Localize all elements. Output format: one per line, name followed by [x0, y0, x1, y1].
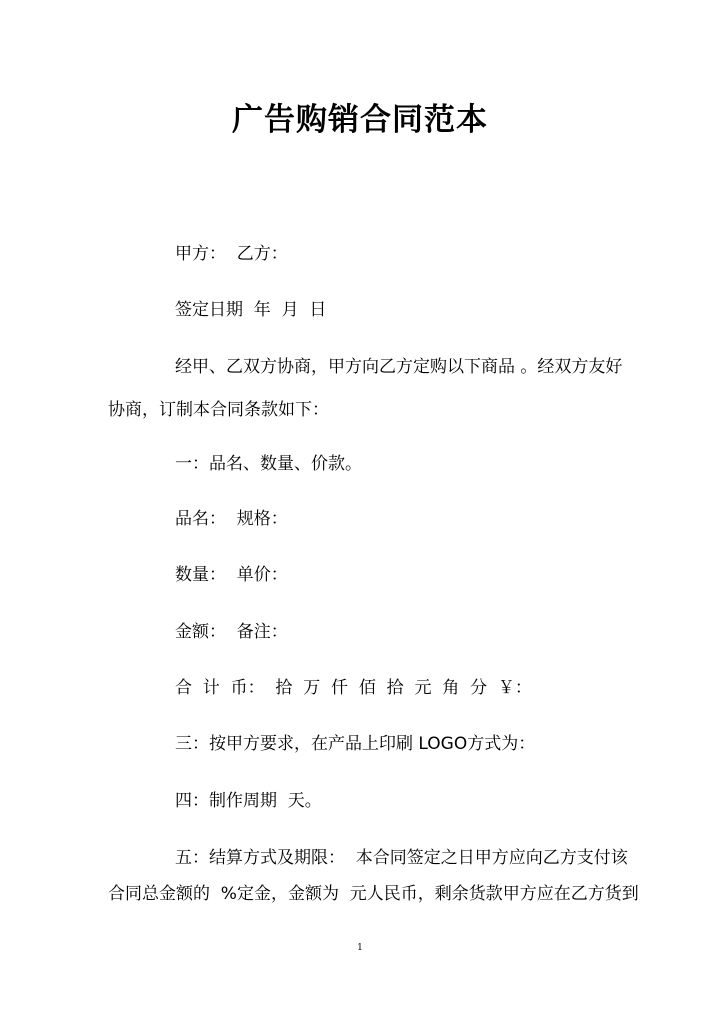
parties-line: 甲方： 乙方： [175, 244, 288, 264]
document-title: 广告购销合同范本 [232, 102, 488, 138]
product-name-spec-line: 品名： 规格： [175, 509, 288, 529]
section-five-line-1: 五：结算方式及期限： 本合同签定之日甲方应向乙方支付该 [175, 848, 628, 868]
section-three-line: 三：按甲方要求，在产品上印刷 LOGO方式为： [175, 734, 536, 754]
section-four-line: 四：制作周期 天。 [175, 791, 322, 811]
total-currency-line: 合 计 币： 拾 万 仟 佰 拾 元 角 分 ￥： [175, 678, 532, 698]
amount-remarks-line: 金额： 备注： [175, 622, 288, 642]
section-five-line-2: 合同总金额的 %定金，金额为 元人民币，剩余货款甲方应在乙方货到 [108, 884, 639, 904]
intro-paragraph-line-1: 经甲、乙双方协商，甲方向乙方定购以下商品 。经双方友好 [175, 357, 623, 377]
signing-date-line: 签定日期 年 月 日 [175, 300, 327, 320]
section-one-heading: 一：品名、数量、价款。 [175, 454, 362, 474]
intro-paragraph-line-2: 协商，订制本合同条款如下： [108, 400, 329, 420]
quantity-price-line: 数量： 单价： [175, 565, 288, 585]
page-number: 1 [357, 943, 363, 953]
